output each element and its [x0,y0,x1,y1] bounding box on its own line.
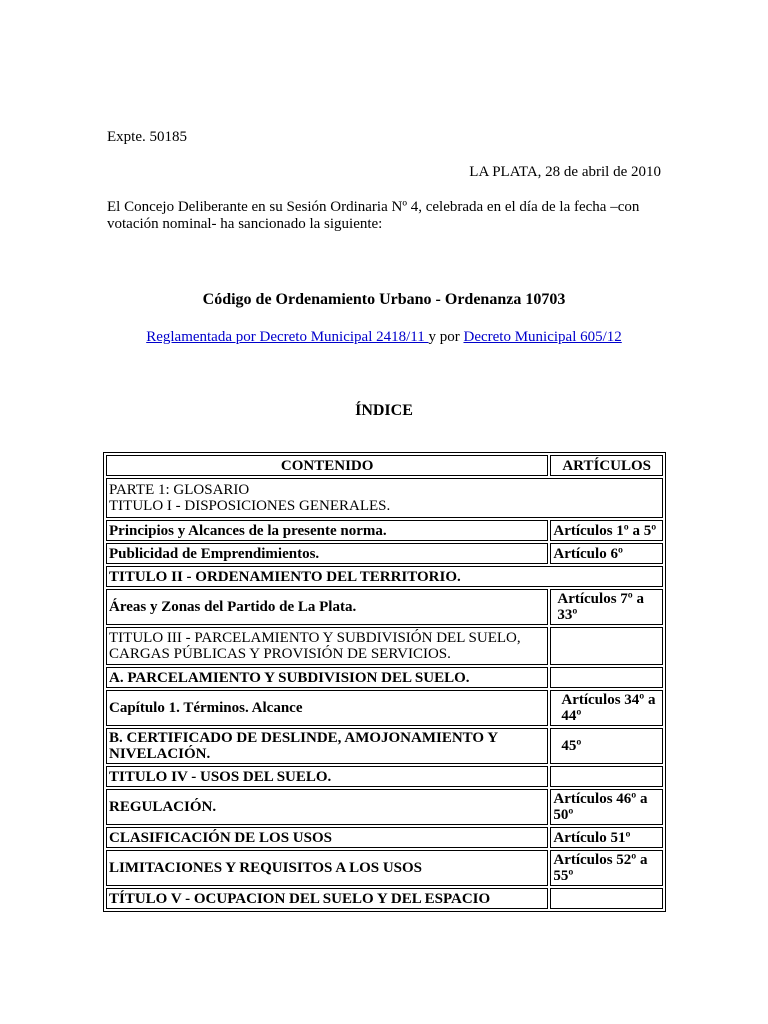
table-cell: Capítulo 1. Términos. Alcance [106,690,548,726]
date-line: LA PLATA, 28 de abril de 2010 [469,164,661,180]
articles-cell [550,667,663,688]
articles-cell: Artículos 52º a 55º [550,850,663,886]
table-row [106,478,663,518]
table-cell: Publicidad de Emprendimientos. [106,543,548,564]
table-row [106,789,663,825]
intro-paragraph: El Concejo Deliberante en su Sesión Ordinaria Nº 4, celebrada en el día de la fecha –con votación nominal- ha sancionado la siguiente: [107,199,640,232]
table-cell: Principios y Alcances de la presente norma. [106,520,548,541]
table-row [106,690,663,726]
articles-cell: Artículos 7º a 33º [550,589,663,625]
table-row [106,543,663,564]
table-row [106,667,663,688]
table-cell: REGULACIÓN. [106,789,548,825]
table-row [106,728,663,764]
table-cell: B. CERTIFICADO DE DESLINDE, AMOJONAMIENTO Y NIVELACIÓN. [106,728,548,764]
decree-2418-link[interactable]: Reglamentada por Decreto Municipal 2418/11 [146,329,429,345]
table-cell: TÍTULO V - OCUPACION DEL SUELO Y DEL ESPACIO [106,888,548,909]
table-cell: TITULO II - ORDENAMIENTO DEL TERRITORIO. [106,566,663,587]
document-title: Código de Ordenamiento Urbano - Ordenanza 10703 [202,291,566,308]
articles-cell: Artículo 6º [550,543,663,564]
regulation-connector: y por [428,329,464,345]
decree-605-link[interactable]: Decreto Municipal 605/12 [463,329,622,345]
table-cell: Áreas y Zonas del Partido de La Plata. [106,589,548,625]
row-text: PARTE 1: GLOSARIO [109,482,250,498]
articles-cell: Artículo 51º [550,827,663,848]
header-contenido: CONTENIDO [106,455,548,476]
articles-cell: Artículos 34º a 44º [550,690,663,726]
row-text: TITULO I - DISPOSICIONES GENERALES. [109,498,391,514]
table-cell: LIMITACIONES Y REQUISITOS A LOS USOS [106,850,548,886]
table-row [106,627,663,665]
index-heading: ÍNDICE [355,402,413,419]
file-number: Expte. 50185 [107,129,187,145]
articles-cell [550,766,663,787]
table-row [106,888,663,909]
regulation-line [0,329,768,346]
table-cell: TITULO III - PARCELAMIENTO Y SUBDIVISIÓN DEL SUELO, CARGAS PÚBLICAS Y PROVISIÓN DE SERVICIOS. [106,627,548,665]
table-row [106,566,663,587]
table-row [106,589,663,625]
articles-cell [550,627,663,665]
table-row [106,827,663,848]
table-row [106,766,663,787]
index-table [103,452,666,912]
articles-cell: Artículos 46º a 50º [550,789,663,825]
table-row [106,850,663,886]
table-cell [106,478,663,518]
table-row [106,520,663,541]
table-cell: A. PARCELAMIENTO Y SUBDIVISION DEL SUELO. [106,667,548,688]
table-cell: CLASIFICACIÓN DE LOS USOS [106,827,548,848]
header-articulos: ARTÍCULOS [550,455,663,476]
articles-cell: Artículos 1º a 5º [550,520,663,541]
table-cell: TITULO IV - USOS DEL SUELO. [106,766,548,787]
table-header-row [106,455,663,476]
articles-cell [550,888,663,909]
articles-cell: 45º [550,728,663,764]
